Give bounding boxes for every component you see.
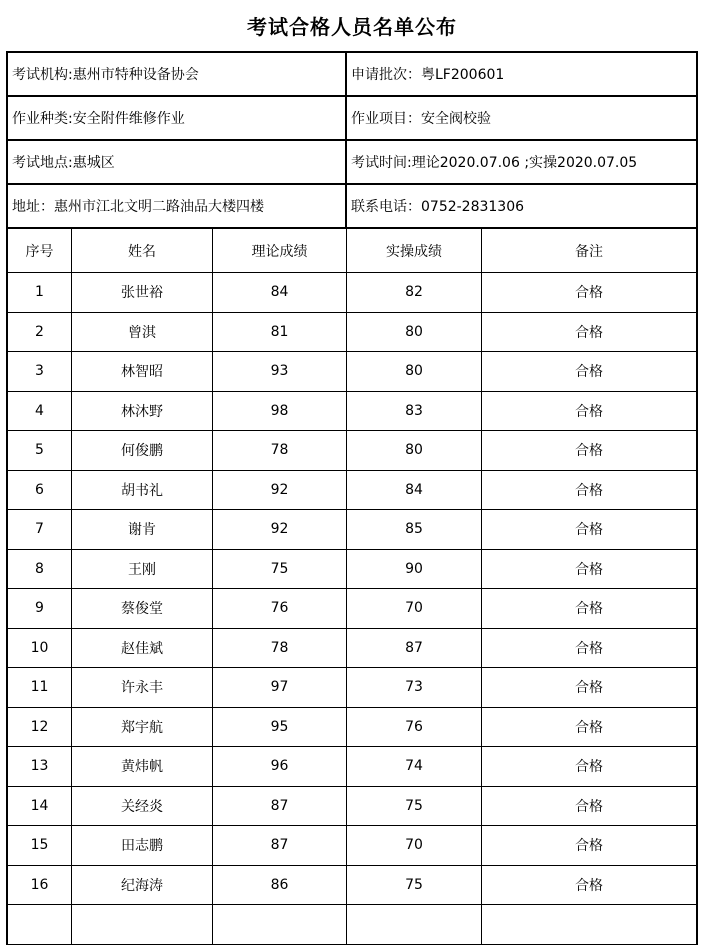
cell-number: 3 <box>8 352 72 392</box>
cell-number: 6 <box>8 471 72 511</box>
cell-theory-score: 96 <box>213 747 347 787</box>
cell-name: 许永丰 <box>72 668 213 708</box>
cell-practice-score: 75 <box>347 787 482 827</box>
cell-number: 7 <box>8 510 72 550</box>
cell-remark: 合格 <box>482 826 698 866</box>
cell-number: 12 <box>8 708 72 748</box>
cell-practice-score: 75 <box>347 866 482 906</box>
cell-number: 10 <box>8 629 72 669</box>
cell-name: 田志鹏 <box>72 826 213 866</box>
cell-practice-score: 87 <box>347 629 482 669</box>
table-header <box>8 229 698 273</box>
work-category: 作业种类:安全附件维修作业 <box>8 97 347 141</box>
cell-practice-score: 84 <box>347 471 482 511</box>
table-row <box>8 431 698 471</box>
cell-theory-score: 84 <box>213 273 347 313</box>
table-row <box>8 273 698 313</box>
cell-practice-score: 80 <box>347 313 482 353</box>
cell-number: 16 <box>8 866 72 906</box>
cell-name: 赵佳斌 <box>72 629 213 669</box>
table-body <box>8 273 698 945</box>
cell-theory-score: 78 <box>213 431 347 471</box>
table-row <box>8 510 698 550</box>
table-row <box>8 471 698 511</box>
cell-remark: 合格 <box>482 747 698 787</box>
table-row <box>8 550 698 590</box>
cell-theory-score: 98 <box>213 392 347 432</box>
cell-remark: 合格 <box>482 708 698 748</box>
cell-remark: 合格 <box>482 787 698 827</box>
cell-number: 1 <box>8 273 72 313</box>
table-row <box>8 352 698 392</box>
header-number: 序号 <box>8 229 72 273</box>
cell-remark: 合格 <box>482 589 698 629</box>
cell-practice-score: 70 <box>347 826 482 866</box>
page-title: 考试合格人员名单公布 <box>247 14 457 39</box>
cell-theory-score: 92 <box>213 471 347 511</box>
cell-name: 黄炜帆 <box>72 747 213 787</box>
table-row <box>8 787 698 827</box>
cell-remark: 合格 <box>482 550 698 590</box>
info-row <box>8 97 698 141</box>
apply-batch: 申请批次：粤LF200601 <box>347 53 698 97</box>
cell-practice-score: 80 <box>347 352 482 392</box>
cell-name: 蔡俊堂 <box>72 589 213 629</box>
cell-name: 王刚 <box>72 550 213 590</box>
cell-theory-score: 87 <box>213 787 347 827</box>
cell-name: 张世裕 <box>72 273 213 313</box>
cell-name: 林智昭 <box>72 352 213 392</box>
cell-practice-score: 82 <box>347 273 482 313</box>
info-row <box>8 53 698 97</box>
cell-name: 曾淇 <box>72 313 213 353</box>
cell-number: 11 <box>8 668 72 708</box>
exam-org: 考试机构:惠州市特种设备协会 <box>8 53 347 97</box>
cell-theory-score: 81 <box>213 313 347 353</box>
table-row <box>8 747 698 787</box>
cell-theory-score: 93 <box>213 352 347 392</box>
cell-practice-score: 76 <box>347 708 482 748</box>
cell-theory-score: 87 <box>213 826 347 866</box>
cell-name: 郑宇航 <box>72 708 213 748</box>
cell-name: 谢肯 <box>72 510 213 550</box>
address: 地址：惠州市江北文明二路油品大楼四楼 <box>8 185 347 229</box>
header-theory-score: 理论成绩 <box>213 229 347 273</box>
cell-number: 4 <box>8 392 72 432</box>
cell-name: 何俊鹏 <box>72 431 213 471</box>
cell-name: 胡书礼 <box>72 471 213 511</box>
cell-practice-score: 70 <box>347 589 482 629</box>
cell-number: 13 <box>8 747 72 787</box>
info-row <box>8 185 698 229</box>
exam-location: 考试地点:惠城区 <box>8 141 347 185</box>
cell-number: 8 <box>8 550 72 590</box>
table-row <box>8 589 698 629</box>
cell-theory-score: 78 <box>213 629 347 669</box>
cell-theory-score: 76 <box>213 589 347 629</box>
header-name: 姓名 <box>72 229 213 273</box>
qualified-list-sheet <box>6 51 698 945</box>
cell-number: 14 <box>8 787 72 827</box>
cell-practice-score: 83 <box>347 392 482 432</box>
cell-practice-score: 80 <box>347 431 482 471</box>
cell-remark: 合格 <box>482 352 698 392</box>
cell-theory-score: 95 <box>213 708 347 748</box>
cell-remark: 合格 <box>482 510 698 550</box>
table-row <box>8 629 698 669</box>
cell-remark: 合格 <box>482 471 698 511</box>
cell-practice-score: 85 <box>347 510 482 550</box>
cell-number: 15 <box>8 826 72 866</box>
table-row <box>8 866 698 906</box>
header-remark: 备注 <box>482 229 698 273</box>
table-row <box>8 708 698 748</box>
table-row <box>8 392 698 432</box>
cell-name: 林沐野 <box>72 392 213 432</box>
header-practice-score: 实操成绩 <box>347 229 482 273</box>
cell-practice-score: 73 <box>347 668 482 708</box>
cell-theory-score: 86 <box>213 866 347 906</box>
cell-remark: 合格 <box>482 313 698 353</box>
table-row <box>8 826 698 866</box>
cell-number: 9 <box>8 589 72 629</box>
cell-theory-score: 75 <box>213 550 347 590</box>
cell-remark: 合格 <box>482 431 698 471</box>
info-row <box>8 141 698 185</box>
cell-remark: 合格 <box>482 866 698 906</box>
cell-remark: 合格 <box>482 629 698 669</box>
table-row <box>8 668 698 708</box>
cell-remark: 合格 <box>482 273 698 313</box>
cell-remark: 合格 <box>482 668 698 708</box>
cell-number: 2 <box>8 313 72 353</box>
cell-name: 关经炎 <box>72 787 213 827</box>
cell-name: 纪海涛 <box>72 866 213 906</box>
cell-number: 5 <box>8 431 72 471</box>
cell-practice-score: 74 <box>347 747 482 787</box>
work-item: 作业项目：安全阀校验 <box>347 97 698 141</box>
cell-theory-score: 97 <box>213 668 347 708</box>
table-row <box>8 313 698 353</box>
cell-theory-score: 92 <box>213 510 347 550</box>
contact-phone: 联系电话：0752-2831306 <box>347 185 698 229</box>
cell-remark: 合格 <box>482 392 698 432</box>
exam-time: 考试时间:理论2020.07.06 ;实操2020.07.05 <box>347 141 698 185</box>
cell-practice-score: 90 <box>347 550 482 590</box>
